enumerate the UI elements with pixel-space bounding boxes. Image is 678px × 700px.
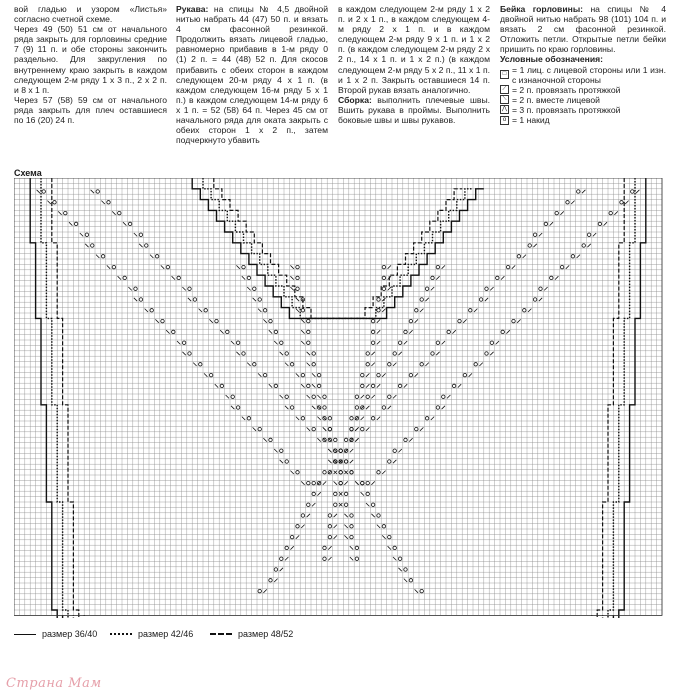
legend-text: = 1 накид (512, 115, 550, 126)
legend-text: = 2 п. провязать протяжкой (512, 84, 621, 95)
size-label: размер 42/46 (138, 629, 194, 639)
section-heading-assembly: Сборка: (338, 94, 372, 105)
schema-title: Схема (14, 168, 42, 178)
size-legend-item (210, 629, 293, 639)
text-column-2 (176, 4, 328, 145)
paragraph: выполнить плечевые швы. Вшить рукава в проймы. Выполнить боковые швы и швы рукавов. (338, 94, 491, 126)
stitch-symbol-icon: □ (500, 70, 509, 79)
section-heading-neckband: Бейка горловины: (500, 4, 584, 14)
legend-item (500, 115, 666, 125)
chart-grid (14, 178, 662, 615)
paragraph-assembly (338, 95, 490, 125)
legend-item (500, 105, 666, 115)
legend-text: = 1 лиц. с лицевой стороны или 1 изн. с изнаночной стороны (512, 64, 666, 85)
dotted-line-icon (110, 633, 132, 635)
paragraph-neckband (500, 4, 666, 54)
stitch-symbol-icon: o (500, 116, 509, 125)
size-label: размер 48/52 (238, 629, 294, 639)
stitch-symbol-icon: ⟋ (500, 85, 509, 94)
paragraph: вой гладью и узором «Листья» согласно счетной схеме. (14, 4, 167, 25)
text-column-1 (14, 4, 167, 125)
paragraph: в каждом следующем 2-м ряду 1 х 2 п. и 2 х 1 п., в каждом следующем 4-м ряду 2 х 1 п. и в каждом следующем 2-м ряду 9 х 1 п. и 1 х 2 п. (в каждом следующем 2-м ряду 2 х 2 п., 14 х 1 п. и 1 х 2 п.) (в каждом следующем 2-м ряду 5 х 2 п., 11 х 1 п. и 1 х 2 п. Закрыть оставшиеся 14 п. Второй рукав вязать аналогично. (338, 4, 490, 95)
text-column-3 (338, 4, 490, 125)
watermark-logo: Страна Мам (6, 676, 102, 691)
legend-item (500, 85, 666, 95)
section-heading-sleeves: Рукава: (176, 4, 209, 14)
legend-item (500, 95, 666, 105)
paragraph: на спицы № 4 двойной нитью набрать 98 (101) 104 п. и вязать 2 см фасонной резинкой. Отложить петли. Открытые петли бейки пришить по краю горловины. (500, 4, 667, 55)
legend-text: = 3 п. провязать протяжкой (512, 104, 621, 115)
stitch-symbol-icon: ⋀ (500, 105, 509, 114)
paragraph: Через 49 (50) 51 см от начального ряда закрыть для горловины средние 7 (9) 11 п. и обе стороны закончить раздельно. Для закругления по внутреннему краю закрыть в каждом следующем 2-м ряду 1 х 3 п., 2 х 2 п. и 8 х 1 п. (14, 24, 167, 95)
paragraph: на спицы № 4,5 двойной нитью набрать 44 (47) 50 п. и вязать 4 см фасонной резинкой. Продолжить вязать лицевой гладью, равномерно прибавив в 1-м ряду 0 (1) 2 п. = 44 (48) 52 п. Для скосов прибавить с обеих сторон в каждом следующем 20-м ряду 4 х 1 п. (в каждом следующем 16-м ряду 5 х 1 п.) в каждом следующем 14-м ряду 6 х 1 п. = 52 (58) 64 п. Через 45 см от начального ряда для оката закрыть с обеих сторон 1 х 2 п., затем подчеркнуто убавить (176, 4, 329, 146)
text-column-4 (500, 4, 666, 125)
size-label: размер 36/40 (42, 629, 98, 639)
solid-line-icon (14, 634, 36, 635)
knitting-chart (14, 178, 666, 618)
dashed-line-icon (210, 633, 232, 635)
stitch-symbol-icon: ⟍ (500, 95, 509, 104)
paragraph: Через 57 (58) 59 см от начального ряда закрыть для плеч оставшиеся по 16 (20) 24 п. (14, 94, 167, 126)
legend-title: Условные обозначения: (500, 54, 603, 65)
legend-text: = 2 п. вместе лицевой (512, 94, 600, 105)
size-legend-item (110, 629, 193, 639)
legend-item (500, 65, 666, 85)
symbol-legend (500, 65, 666, 126)
size-legend-item (14, 629, 97, 639)
